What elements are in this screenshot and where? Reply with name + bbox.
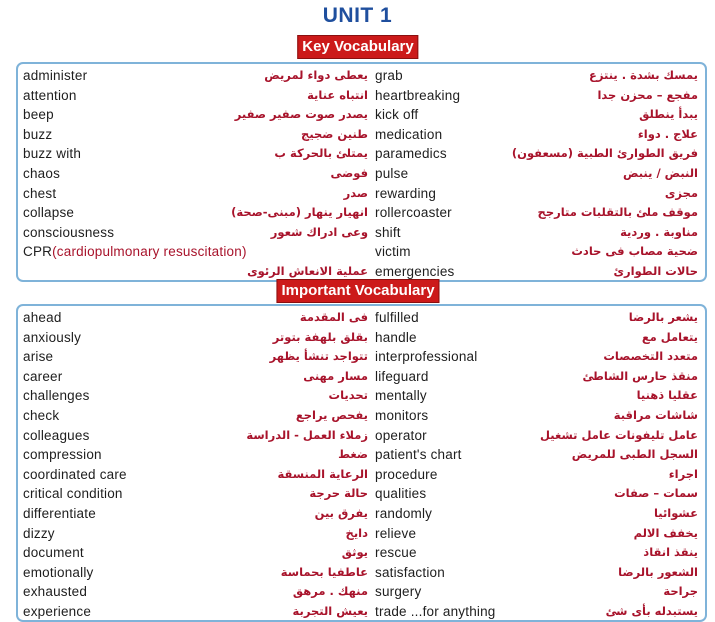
english-expansion: (cardiopulmonary resuscitation) (52, 244, 247, 260)
arabic-translation: يوثق (341, 545, 368, 560)
vocab-row (375, 445, 698, 465)
arabic-translation: فوضى (330, 165, 368, 180)
english-word: pulse (375, 165, 409, 181)
english-term (375, 184, 436, 204)
english-term (23, 602, 91, 622)
unit-title: UNIT 1 (322, 4, 393, 27)
arabic-translation: عامل تليفونات عامل تشغيل (540, 427, 698, 442)
arabic-translation: الشعور بالرضا (618, 564, 698, 579)
arabic-translation: تحديات (328, 388, 368, 403)
vocab-row (375, 184, 698, 204)
arabic-translation: منقذ حارس الشاطئ (582, 368, 698, 383)
key-vocabulary-panel (16, 62, 707, 282)
vocab-row (375, 426, 698, 446)
arabic-translation: يبدأ ينطلق (639, 107, 698, 122)
important-vocab-left-column (23, 308, 368, 622)
english-word: buzz (23, 126, 53, 142)
key-vocabulary-heading: Key Vocabulary (297, 35, 418, 59)
vocab-row (23, 347, 368, 367)
english-term (23, 563, 94, 583)
english-term (375, 164, 408, 184)
arabic-translation: يعطى دواء لمريض (264, 68, 368, 82)
vocab-row (375, 386, 698, 406)
english-word: CPR (23, 244, 53, 260)
vocab-row (375, 484, 698, 504)
english-term (375, 105, 418, 125)
arabic-translation: يشعر بالرضا (628, 310, 698, 324)
english-word: colleagues (23, 427, 90, 443)
arabic-translation: يخفف الالم (633, 525, 698, 540)
english-term (375, 484, 426, 504)
vocab-row (23, 223, 368, 243)
arabic-translation: حالات الطوارئ (613, 263, 698, 278)
english-term (23, 86, 77, 106)
english-word: relieve (375, 525, 417, 541)
english-term (23, 164, 60, 184)
english-word: consciousness (23, 224, 115, 240)
vocab-row (375, 563, 698, 583)
arabic-translation: ضغط (338, 447, 368, 462)
english-word: surgery (375, 584, 422, 600)
vocab-row (23, 445, 368, 465)
arabic-translation: عاطفيا بحماسة (280, 564, 368, 579)
arabic-translation: يصدر صوت صفير صفير (234, 107, 368, 122)
english-word: check (23, 407, 60, 423)
key-vocab-right-column (375, 66, 698, 282)
english-term (23, 223, 114, 243)
arabic-translation: جراحة (663, 584, 698, 599)
arabic-translation: عملية الانعاش الرئوى (247, 263, 368, 278)
vocab-row (375, 105, 698, 125)
english-term (375, 223, 401, 243)
english-word: exhausted (23, 584, 88, 600)
english-term (375, 347, 477, 367)
vocab-row (375, 602, 698, 622)
arabic-translation: اجراء (668, 466, 698, 481)
english-term (375, 125, 442, 145)
arabic-translation: متعدد التخصصات (603, 349, 698, 364)
arabic-translation: الرعاية المنسقة (277, 466, 368, 481)
vocab-row (23, 426, 368, 446)
vocab-row (375, 66, 698, 86)
vocab-row (23, 242, 368, 262)
english-term (375, 543, 417, 563)
arabic-translation: ضحية مصاب فى حادث (571, 244, 698, 259)
vocab-row (375, 524, 698, 544)
english-term (23, 582, 87, 602)
vocab-row (375, 347, 698, 367)
english-word: grab (375, 68, 403, 83)
english-word: patient's chart (375, 447, 462, 463)
english-word: rewarding (375, 185, 437, 201)
arabic-translation: طنين ضجيج (301, 126, 368, 141)
arabic-translation: عقليا ذهنيا (636, 388, 698, 403)
vocab-row (375, 543, 698, 563)
arabic-translation: يفحص يراجع (295, 407, 368, 422)
english-word: victim (375, 244, 411, 260)
arabic-translation: يمتلئ بالحركة ب (274, 146, 368, 161)
english-word: challenges (23, 388, 90, 404)
arabic-translation: يستبدله بأى شئ (605, 603, 698, 618)
vocab-row (375, 406, 698, 426)
english-word: arise (23, 349, 54, 365)
important-vocabulary-panel (16, 304, 707, 622)
arabic-translation: مجزى (664, 185, 698, 200)
english-term (23, 184, 56, 204)
english-term (23, 367, 62, 387)
arabic-translation: يمسك بشدة . ينتزع (589, 68, 698, 82)
english-word: rollercoaster (375, 205, 452, 221)
english-term (375, 504, 432, 524)
english-term (375, 386, 427, 406)
english-word: mentally (375, 388, 427, 404)
arabic-translation: علاج . دواء (637, 126, 698, 141)
vocab-row (23, 563, 368, 583)
english-term (375, 86, 460, 106)
english-term (23, 328, 81, 348)
vocab-row (375, 242, 698, 262)
english-word: coordinated care (23, 466, 127, 482)
english-word: monitors (375, 407, 429, 423)
english-word: procedure (375, 466, 438, 482)
vocab-row (23, 125, 368, 145)
vocab-row (23, 582, 368, 602)
english-word: rescue (375, 545, 417, 561)
english-word: kick off (375, 107, 419, 123)
english-term (375, 582, 421, 602)
english-word: fulfilled (375, 310, 419, 325)
english-term (23, 66, 87, 86)
english-term (23, 105, 54, 125)
vocab-row (23, 105, 368, 125)
english-term (23, 386, 90, 406)
arabic-translation: مفجع – محزن جدا (597, 87, 698, 102)
vocab-row (375, 164, 698, 184)
english-term (23, 242, 247, 262)
english-term (375, 66, 403, 86)
important-vocab-right-column (375, 308, 698, 622)
vocab-row (375, 328, 698, 348)
english-word: beep (23, 107, 54, 123)
vocab-row (23, 164, 368, 184)
vocab-row (23, 66, 368, 86)
arabic-translation: مناوبة . وردية (620, 224, 698, 239)
english-word: interprofessional (375, 349, 478, 365)
english-word: chaos (23, 165, 61, 181)
english-term (23, 125, 52, 145)
arabic-translation: انتباه عناية (307, 87, 368, 102)
vocab-row (375, 582, 698, 602)
english-word: experience (23, 603, 92, 619)
arabic-translation: دايخ (345, 525, 368, 540)
english-word: qualities (375, 486, 427, 502)
vocab-row (375, 125, 698, 145)
key-vocab-left-column (23, 66, 368, 282)
vocab-row (23, 328, 368, 348)
english-word: satisfaction (375, 564, 445, 580)
english-word: document (23, 545, 84, 561)
english-word: medication (375, 126, 443, 142)
arabic-translation: النبض / ينبض (623, 165, 698, 180)
vocab-row (23, 406, 368, 426)
english-word: operator (375, 427, 427, 443)
english-term (375, 445, 462, 465)
vocab-row (375, 308, 698, 328)
vocab-row (23, 602, 368, 622)
vocab-row (23, 543, 368, 563)
english-word: administer (23, 68, 88, 83)
english-word: career (23, 368, 63, 384)
english-word: handle (375, 329, 417, 345)
english-word: attention (23, 87, 77, 103)
vocab-row (23, 465, 368, 485)
important-vocabulary-heading: Important Vocabulary (276, 279, 439, 303)
arabic-translation: السجل الطبى للمريض (571, 447, 698, 462)
vocab-row (375, 223, 698, 243)
english-term (23, 445, 102, 465)
english-word: shift (375, 224, 401, 240)
english-term (23, 144, 81, 164)
english-term (23, 543, 84, 563)
english-term (375, 328, 417, 348)
arabic-translation: صدر (343, 185, 368, 200)
english-word: ahead (23, 310, 62, 325)
vocab-row (375, 203, 698, 223)
arabic-translation: وعى ادراك شعور (270, 224, 368, 239)
english-term (23, 406, 59, 426)
arabic-translation: يعيش التجربة (292, 603, 368, 618)
english-word: critical condition (23, 486, 123, 502)
english-word: differentiate (23, 505, 96, 521)
vocab-row (23, 484, 368, 504)
english-term (23, 426, 90, 446)
english-word: lifeguard (375, 368, 429, 384)
english-term (23, 524, 55, 544)
arabic-translation: فريق الطوارئ الطبية (مسعفون) (511, 146, 698, 161)
english-word: trade ...for anything (375, 603, 496, 619)
vocab-row (375, 367, 698, 387)
english-term (23, 465, 127, 485)
vocab-row (23, 86, 368, 106)
english-word: heartbreaking (375, 87, 461, 103)
vocab-row (23, 203, 368, 223)
english-term (23, 504, 96, 524)
vocab-row (375, 465, 698, 485)
english-term (375, 367, 429, 387)
arabic-translation: يتعامل مع (641, 329, 698, 344)
arabic-translation: تتواجد تنشأ يظهر (269, 349, 368, 364)
english-word: anxiously (23, 329, 82, 345)
vocab-row (23, 504, 368, 524)
english-term (375, 563, 445, 583)
vocab-row (23, 184, 368, 204)
english-term (23, 308, 62, 328)
arabic-translation: سمات – صفات (614, 486, 698, 501)
vocab-row (23, 308, 368, 328)
english-term (23, 347, 53, 367)
english-term (375, 308, 419, 328)
arabic-translation: ينقذ انقاذ (643, 545, 698, 560)
english-term (375, 602, 496, 622)
english-term (375, 524, 416, 544)
english-word: collapse (23, 205, 75, 221)
english-term (375, 426, 427, 446)
arabic-translation: منهك . مرهق (292, 584, 368, 599)
arabic-translation: موقف ملئ بالتقلبات متارجح (537, 205, 698, 220)
arabic-translation: مسار مهنى (303, 368, 368, 383)
arabic-translation: شاشات مراقبة (613, 407, 698, 422)
english-term (375, 242, 411, 262)
english-word: emotionally (23, 564, 94, 580)
arabic-translation: زملاء العمل - الدراسة (246, 427, 368, 442)
vocab-row (375, 504, 698, 524)
arabic-translation: عشوائيا (653, 505, 698, 520)
vocab-row (23, 144, 368, 164)
english-word: dizzy (23, 525, 55, 541)
english-term (375, 203, 452, 223)
vocab-row (23, 386, 368, 406)
english-term (23, 203, 74, 223)
english-term (375, 144, 447, 164)
vocab-row (23, 367, 368, 387)
english-term (375, 465, 438, 485)
arabic-translation: بقلق بلهفة بتوتر (272, 329, 368, 344)
arabic-translation: فى المقدمة (299, 310, 368, 324)
english-word: randomly (375, 505, 433, 521)
english-word: compression (23, 447, 102, 463)
english-term (375, 406, 428, 426)
vocab-row (375, 144, 698, 164)
arabic-translation: انهيار ينهار (مبنى-صحة) (231, 205, 368, 220)
english-word: paramedics (375, 146, 447, 162)
english-word: buzz with (23, 146, 82, 162)
english-word: emergencies (375, 263, 455, 279)
english-word: chest (23, 185, 57, 201)
vocab-row (375, 86, 698, 106)
arabic-translation: حالة حرجة (309, 486, 368, 501)
vocab-row (23, 524, 368, 544)
arabic-translation: يفرق بين (314, 505, 368, 520)
english-term (23, 484, 123, 504)
